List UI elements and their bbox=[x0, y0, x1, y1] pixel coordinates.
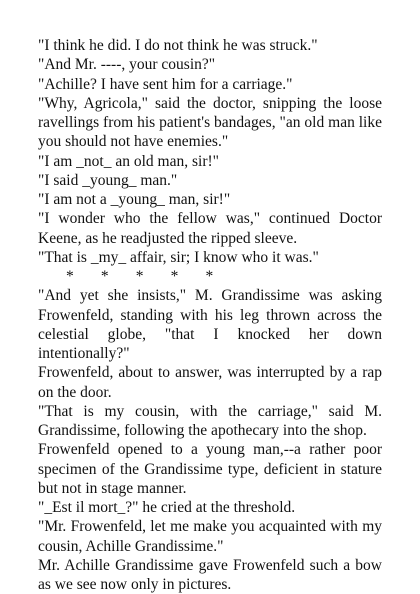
paragraph: "Why, Agricola," said the doctor, snipping the loose ravellings from his patient's bandages, "an old man like you should not have enemies." bbox=[38, 94, 382, 151]
paragraph: "That is my cousin, with the carriage," said M. Grandissime, following the apothecary into the shop. bbox=[38, 402, 382, 439]
paragraph: "_Est il mort_?" he cried at the threshold. bbox=[38, 499, 296, 516]
section-separator: * * * * * bbox=[66, 268, 214, 285]
paragraph: "Achille? I have sent him for a carriage." bbox=[38, 75, 293, 93]
paragraph: "I am _not_ an old man, sir!" bbox=[38, 152, 219, 170]
paragraph: Mr. Achille Grandissime gave Frowenfeld such a bow as we see now only in pictures. bbox=[38, 556, 382, 593]
book-page bbox=[38, 36, 382, 594]
paragraph: "Mr. Frowenfeld, let me make you acquainted with my cousin, Achille Grandissime." bbox=[38, 518, 382, 555]
paragraph: "I said _young_ man." bbox=[38, 171, 178, 189]
paragraph: "That is _my_ affair, sir; I know who it was." bbox=[38, 248, 319, 266]
paragraph: Frowenfeld, about to answer, was interrupted by a rap on the door. bbox=[38, 364, 382, 401]
paragraph: "I am not a _young_ man, sir!" bbox=[38, 191, 231, 208]
paragraph: "I wonder who the fellow was," continued Doctor Keene, as he readjusted the ripped sleeve. bbox=[38, 210, 382, 247]
paragraph: Frowenfeld opened to a young man,--a rather poor specimen of the Grandissime type, deficient in stature but not in stage manner. bbox=[38, 441, 382, 497]
paragraph: "And Mr. ----, your cousin?" bbox=[38, 56, 216, 74]
paragraph: "And yet she insists," M. Grandissime was asking Frowenfeld, standing with his leg thrown across the celestial globe, "that I knocked her down intentionally?" bbox=[38, 287, 382, 362]
paragraph: "I think he did. I do not think he was struck." bbox=[38, 37, 318, 54]
